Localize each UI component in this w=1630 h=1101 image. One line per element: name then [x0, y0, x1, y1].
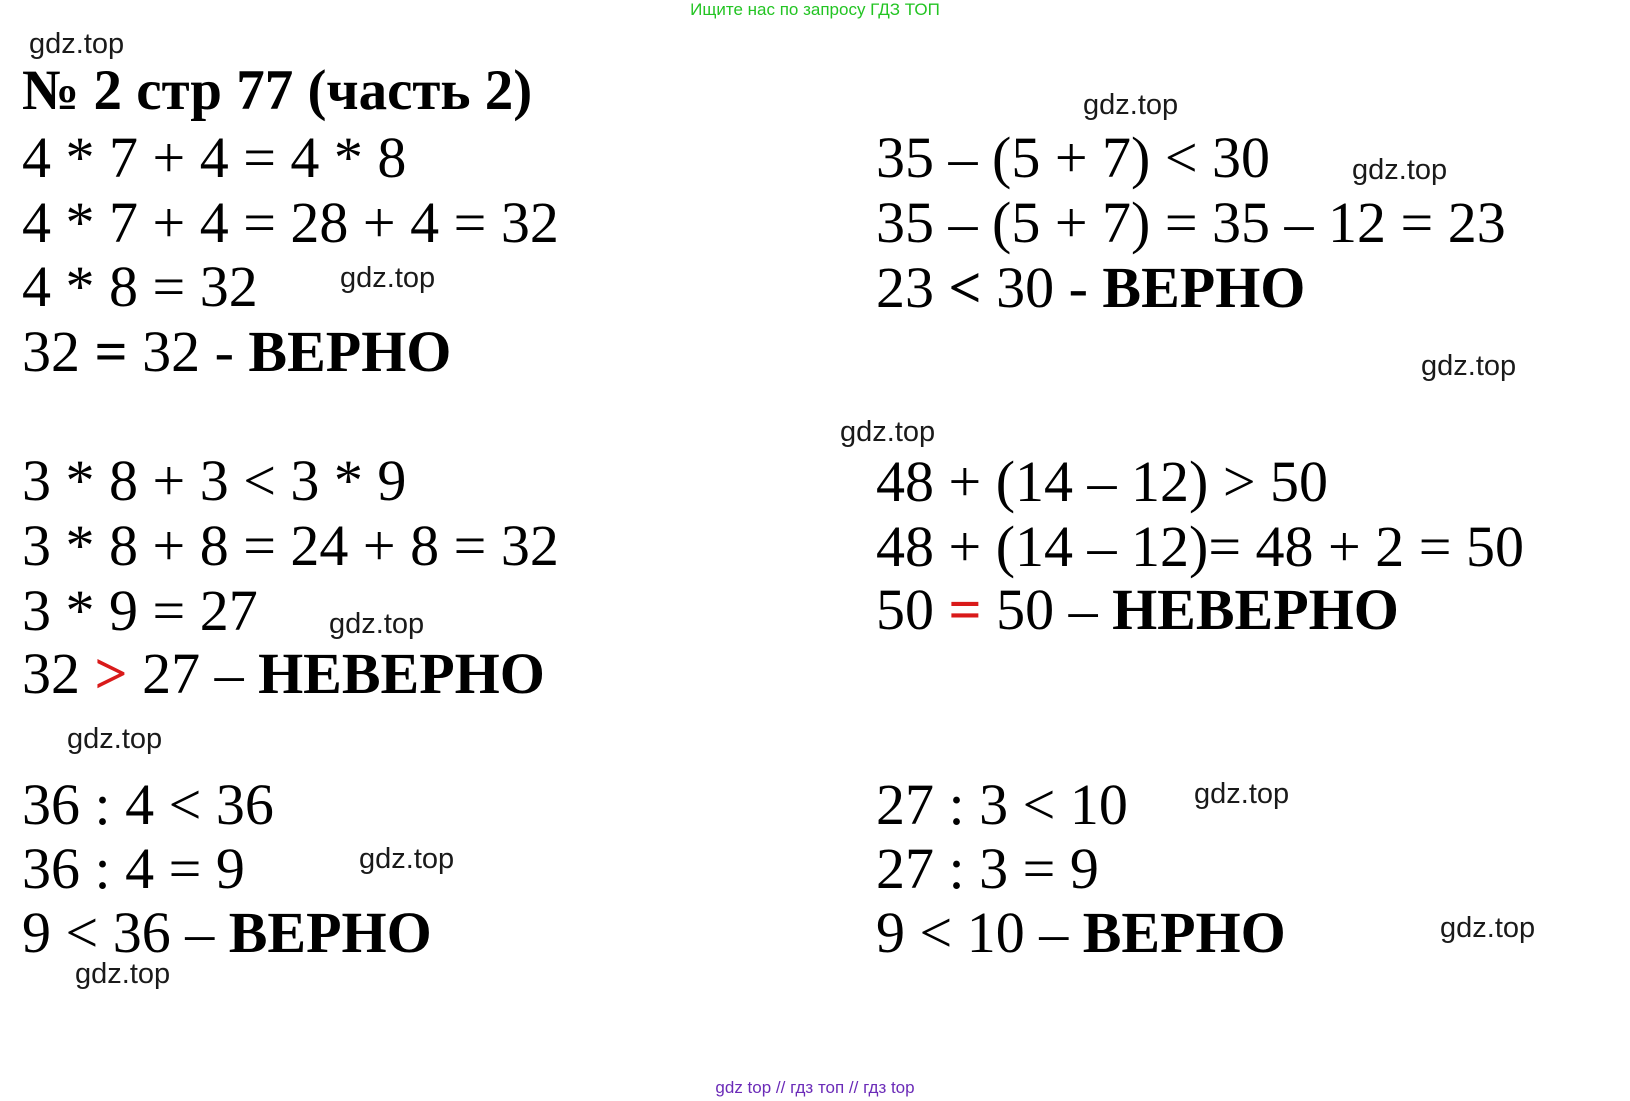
watermark: gdz.top: [359, 843, 455, 875]
equation-line: 4 * 7 + 4 = 4 * 8: [22, 125, 407, 190]
watermark: gdz.top: [1194, 778, 1290, 810]
equation-line: 48 + (14 – 12) > 50: [876, 449, 1329, 514]
equation-line: 48 + (14 – 12)= 48 + 2 = 50: [876, 514, 1524, 579]
watermark: gdz.top: [75, 958, 171, 990]
answer-line: [22, 899, 432, 966]
comparison-sign: >: [94, 641, 128, 706]
watermark: gdz.top: [1440, 912, 1536, 944]
verdict: ВЕРНО: [1102, 255, 1306, 320]
watermark: gdz.top: [67, 723, 163, 755]
answer-left-value: 50: [876, 577, 934, 642]
watermark: gdz.top: [1083, 89, 1179, 121]
watermark: gdz.top: [29, 28, 125, 60]
equation-line: 36 : 4 = 9: [22, 836, 245, 901]
watermark: gdz.top: [1421, 350, 1517, 382]
verdict: НЕВЕРНО: [1112, 577, 1399, 642]
answer-left-value: 32: [22, 319, 80, 384]
equation-line: 3 * 8 + 3 < 3 * 9: [22, 448, 407, 513]
answer-right-value: 30 -: [996, 255, 1103, 320]
footer-links: gdz top // гдз топ // гдз top: [715, 1078, 915, 1097]
answer-expression: 9 < 36 –: [22, 900, 229, 965]
verdict: НЕВЕРНО: [258, 641, 545, 706]
answer-line: [22, 318, 451, 385]
watermark: gdz.top: [329, 608, 425, 640]
equation-line: 4 * 7 + 4 = 28 + 4 = 32: [22, 190, 559, 255]
watermark: gdz.top: [340, 262, 436, 294]
answer-expression: 9 < 10 –: [876, 900, 1083, 965]
equation-line: 35 – (5 + 7) < 30: [876, 125, 1271, 190]
comparison-sign: =: [948, 577, 982, 642]
verdict: ВЕРНО: [1082, 900, 1286, 965]
answer-right-value: 27 –: [142, 641, 259, 706]
page-title: № 2 стр 77 (часть 2): [22, 59, 533, 122]
equation-line: 4 * 8 = 32: [22, 254, 258, 319]
verdict: ВЕРНО: [228, 900, 432, 965]
comparison-sign: =: [94, 319, 128, 384]
equation-line: 35 – (5 + 7) = 35 – 12 = 23: [876, 190, 1506, 255]
equation-line: 36 : 4 < 36: [22, 772, 274, 837]
answer-line: [876, 254, 1305, 321]
equation-line: 27 : 3 = 9: [876, 836, 1099, 901]
answer-left-value: 32: [22, 641, 80, 706]
watermark: gdz.top: [840, 416, 936, 448]
answer-right-value: 50 –: [996, 577, 1113, 642]
answer-line: [876, 576, 1399, 643]
equation-line: 3 * 8 + 8 = 24 + 8 = 32: [22, 513, 559, 578]
top-banner: Ищите нас по запросу ГДЗ ТОП: [690, 0, 940, 19]
equation-line: 3 * 9 = 27: [22, 578, 258, 643]
answer-left-value: 23: [876, 255, 934, 320]
answer-right-value: 32 -: [142, 319, 249, 384]
comparison-sign: <: [948, 255, 982, 320]
equation-line: 27 : 3 < 10: [876, 772, 1128, 837]
answer-line: [876, 899, 1286, 966]
answer-line: [22, 640, 545, 707]
verdict: ВЕРНО: [248, 319, 452, 384]
watermark: gdz.top: [1352, 154, 1448, 186]
